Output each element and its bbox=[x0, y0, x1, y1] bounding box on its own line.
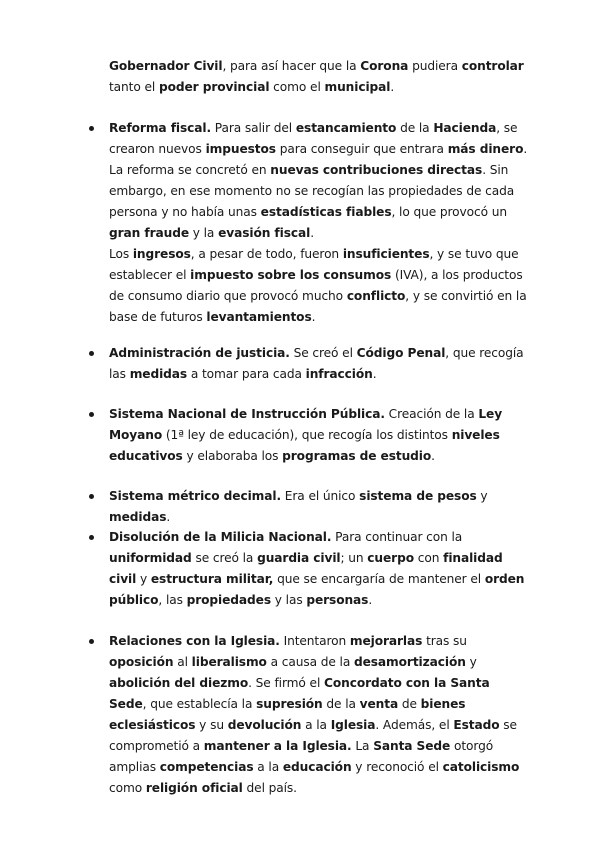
bullet-dot bbox=[89, 351, 94, 356]
bullet-metrico: Sistema métrico decimal. Era el único sistema de pesos y medidas. bbox=[109, 489, 488, 524]
bullet-dot bbox=[89, 126, 94, 131]
bullet-dot bbox=[89, 494, 94, 499]
bullet-dot bbox=[89, 412, 94, 417]
intro-paragraph: Gobernador Civil, para así hacer que la Corona pudiera controlar tanto el poder provincial como el municipal. bbox=[109, 59, 524, 94]
bullet-instruccion: Sistema Nacional de Instrucción Pública. Creación de la Ley Moyano (1ª ley de educación), que recogía los distintos niveles educativos y elaboraba los programas de estudio. bbox=[109, 407, 503, 463]
bullet-justicia: Administración de justicia. Se creó el Código Penal, que recogía las medidas a tomar para cada infracción. bbox=[109, 346, 524, 381]
bullet-reforma-fiscal: Reforma fiscal. Para salir del estancamiento de la Hacienda, se crearon nuevos impuestos para conseguir que entrara más dinero. La reforma se concretó en nuevas contribuciones directas. Sin embargo, en ese momento no se recogían las propiedades de cada persona y no había unas estadísticas fiables, lo que provocó un gran fraude y la evasión fiscal. Los ingresos, a pesar de todo, fueron insuficientes, y se tuvo que establecer el impuesto sobre los consumos (IVA), a los productos de consumo diario que provocó mucho conflicto, y se convirtió en la base de futuros levantamientos. bbox=[109, 121, 528, 324]
bullet-dot bbox=[89, 535, 94, 540]
bullet-iglesia: Relaciones con la Iglesia. Intentaron mejorarlas tras su oposición al liberalismo a causa de la desamortización y abolición del diezmo. Se firmó el Concordato con la Santa Sede, que establecía la supresión de la venta de bienes eclesiásticos y su devolución a la Iglesia. Además, el Estado se comprometió a mantener a la Iglesia. La Santa Sede otorgó amplias competencias a la educación y reconoció el catolicismo como religión oficial del país. bbox=[109, 634, 520, 795]
bullet-milicia: Disolución de la Milicia Nacional. Para continuar con la uniformidad se creó la guardia civil; un cuerpo con finalidad civil y estructura militar, que se encargaría de mantener el orden público, las propiedades y las personas. bbox=[109, 530, 525, 607]
bullet-dot bbox=[89, 639, 94, 644]
